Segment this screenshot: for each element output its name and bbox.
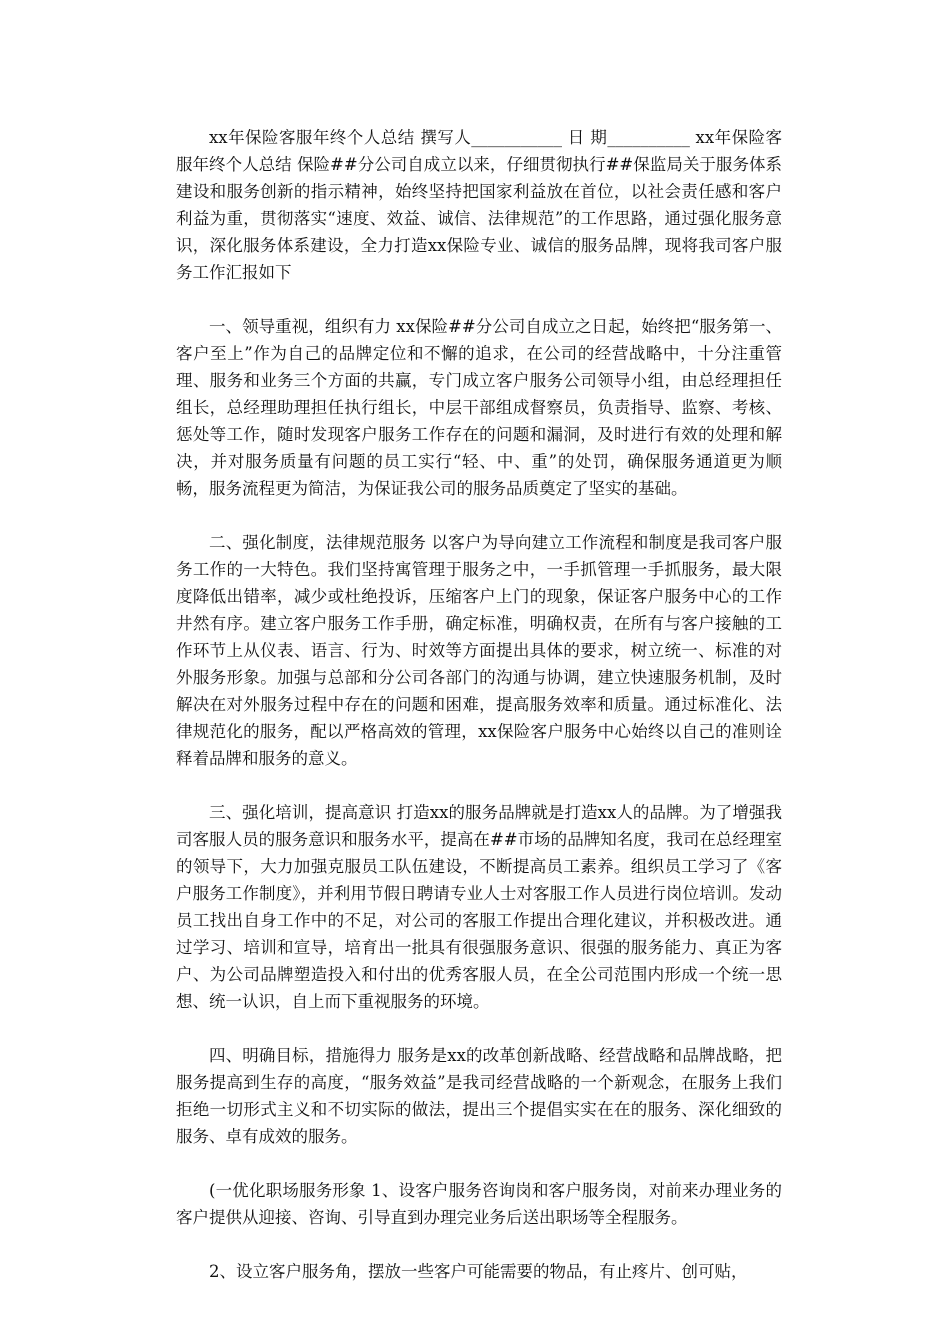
section-two-paragraph: 二、强化制度，法律规范服务 以客户为导向建立工作流程和制度是我司客户服务工作的一大特色。我们坚持寓管理于服务之中，一手抓管理一手抓服务，最大限度降低出错率，减少或杜绝投诉，压缩客户上门的现象，保证客户服务中心的工作井然有序。建立客户服务工作手册，确定标准，明确权责，在所有与客户接触的工作环节上从仪表、语言、行为、时效等方面提出具体的要求，树立统一、标准的对外服务形象。加强与总部和分公司各部门的沟通与协调，建立快速服务机制，及时解决在对外服务过程中存在的问题和困难，提高服务效率和质量。通过标准化、法律规范化的服务，配以严格高效的管理，xx保险客户服务中心始终以自己的准则诠释着品牌和服务的意义。 — [176, 533, 782, 768]
intro-paragraph: xx年保险客服年终个人总结 撰写人___________ 日 期__________ xx年保险客服年终个人总结 保险##分公司自成立以来，仔细贯彻执行##保监局关于服务体系建设和服务创新的指示精神，始终坚持把国家利益放在首位，以社会责任感和客户利益为重，贯彻落实“速度、效益、诚信、法律规范”的工作思路，通过强化服务意识，深化服务体系建设，全力打造xx保险专业、诚信的服务品牌，现将我司客户服务工作汇报如下 — [176, 128, 782, 282]
section-three-paragraph: 三、强化培训，提高意识 打造xx的服务品牌就是打造xx人的品牌。为了增强我司客服人员的服务意识和服务水平，提高在##市场的品牌知名度，我司在总经理室的领导下，大力加强克服员工队伍建设，不断提高员工素养。组织员工学习了《客户服务工作制度》，并利用节假日聘请专业人士对客服工作人员进行岗位培训。发动员工找出自身工作中的不足，对公司的客服工作提出合理化建议，并积极改进。通过学习、培训和宣导，培育出一批具有很强服务意识、很强的服务能力、真正为客户、为公司品牌塑造投入和付出的优秀客服人员，在全公司范围内形成一个统一思想、统一认识，自上而下重视服务的环境。 — [176, 803, 782, 1011]
item-two-paragraph: 2、设立客户服务角，摆放一些客户可能需要的物品，有止疼片、创可贴， — [209, 1262, 748, 1281]
document-body — [176, 124, 782, 1285]
subsection-one-paragraph: (一优化职场服务形象 1、设客户服务咨询岗和客户服务岗，对前来办理业务的客户提供从迎接、咨询、引导直到办理完业务后送出职场等全程服务。 — [176, 1181, 782, 1227]
section-four-paragraph: 四、明确目标，措施得力 服务是xx的改革创新战略、经营战略和品牌战略，把服务提高到生存的高度，“服务效益”是我司经营战略的一个新观念，在服务上我们拒绝一切形式主义和不切实际的做法，提出三个提倡实实在在的服务、深化细致的服务、卓有成效的服务。 — [176, 1046, 782, 1146]
section-one-paragraph: 一、领导重视，组织有力 xx保险##分公司自成立之日起，始终把“服务第一、客户至上”作为自己的品牌定位和不懈的追求，在公司的经营战略中，十分注重管理、服务和业务三个方面的共赢，专门成立客户服务公司领导小组，由总经理担任组长，总经理助理担任执行组长，中层干部组成督察员，负责指导、监察、考核、惩处等工作，随时发现客户服务工作存在的问题和漏洞，及时进行有效的处理和解决，并对服务质量有问题的员工实行“轻、中、重”的处罚，确保服务通道更为顺畅，服务流程更为简洁，为保证我公司的服务品质奠定了坚实的基础。 — [176, 317, 782, 498]
